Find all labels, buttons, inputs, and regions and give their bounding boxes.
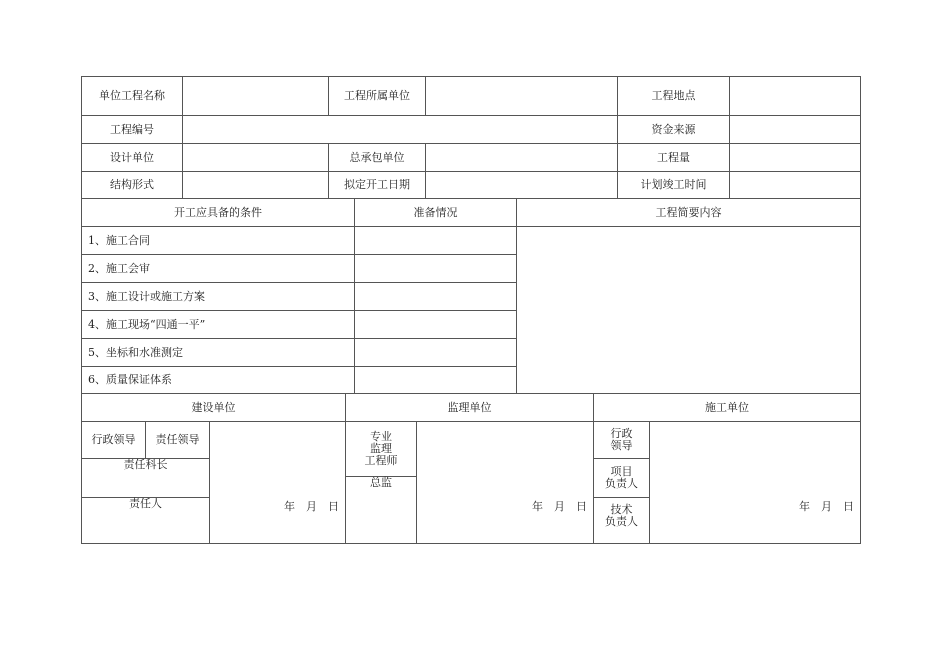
header-construction-unit: 建设单位	[191, 400, 236, 414]
label-general-contractor: 总承包单位	[349, 150, 405, 164]
label-planned-completion: 计划竣工时间	[640, 178, 707, 191]
label-owner-unit: 工程所属单位	[344, 89, 410, 102]
value-design-unit[interactable]	[183, 144, 328, 171]
value-structure-form[interactable]	[183, 172, 328, 198]
label-project-number: 工程编号	[110, 122, 154, 136]
label-fund-source: 资金来源	[651, 122, 696, 136]
label-chief-supervisor: 总监	[370, 476, 392, 489]
date-construction[interactable]: 年 月 日	[284, 499, 339, 513]
condition-item: 4、施工现场“四通一平”	[88, 317, 206, 331]
condition-item: 1、施工合同	[88, 233, 150, 247]
value-location[interactable]	[730, 77, 860, 115]
status-cell[interactable]	[355, 283, 516, 310]
label-section-chief: 责任科长	[123, 458, 168, 471]
header-status: 准备情况	[413, 205, 458, 219]
status-cell[interactable]	[355, 311, 516, 338]
label-unit-project-name: 单位工程名称	[99, 89, 165, 102]
label-responsible-person: 责任人	[129, 497, 162, 510]
header-supervision-unit: 监理单位	[447, 400, 492, 414]
label-project-manager: 项目 负责人	[605, 465, 638, 490]
label-admin-leader-contractor: 行政 领导	[610, 427, 633, 452]
status-cell[interactable]	[355, 367, 516, 393]
label-design-unit: 设计单位	[110, 150, 154, 164]
value-owner-unit[interactable]	[426, 77, 617, 115]
header-contractor-unit: 施工单位	[705, 400, 749, 414]
condition-item: 3、施工设计或施工方案	[88, 289, 205, 303]
label-structure-form: 结构形式	[110, 178, 154, 191]
condition-item: 2、施工会审	[88, 261, 150, 275]
status-cell[interactable]	[355, 227, 516, 254]
label-quantity: 工程量	[657, 150, 690, 164]
label-admin-leader: 行政领导	[91, 433, 136, 446]
value-unit-project-name[interactable]	[183, 77, 328, 115]
header-summary: 工程简要内容	[655, 205, 722, 219]
value-fund-source[interactable]	[730, 116, 860, 143]
table-border-bottom	[81, 543, 861, 544]
status-cell[interactable]	[355, 255, 516, 282]
date-contractor[interactable]: 年 月 日	[799, 499, 854, 513]
label-planned-start: 拟定开工日期	[344, 178, 410, 191]
value-planned-completion[interactable]	[730, 172, 860, 198]
value-general-contractor[interactable]	[426, 144, 617, 171]
table-border-right	[860, 76, 861, 544]
summary-content[interactable]	[517, 227, 860, 393]
label-specialist-engineer: 专业 监理 工程师	[364, 430, 398, 467]
value-quantity[interactable]	[730, 144, 860, 171]
status-cell[interactable]	[355, 339, 516, 366]
header-conditions: 开工应具备的条件	[174, 205, 262, 219]
label-technical-manager: 技术 负责人	[605, 503, 638, 528]
value-project-number[interactable]	[183, 116, 617, 143]
condition-item: 5、坐标和水准测定	[88, 345, 183, 359]
label-responsible-leader: 责任领导	[155, 433, 200, 446]
condition-item: 6、质量保证体系	[88, 373, 172, 386]
date-supervision[interactable]: 年 月 日	[532, 499, 587, 513]
label-location: 工程地点	[651, 89, 696, 102]
value-planned-start[interactable]	[426, 172, 617, 198]
